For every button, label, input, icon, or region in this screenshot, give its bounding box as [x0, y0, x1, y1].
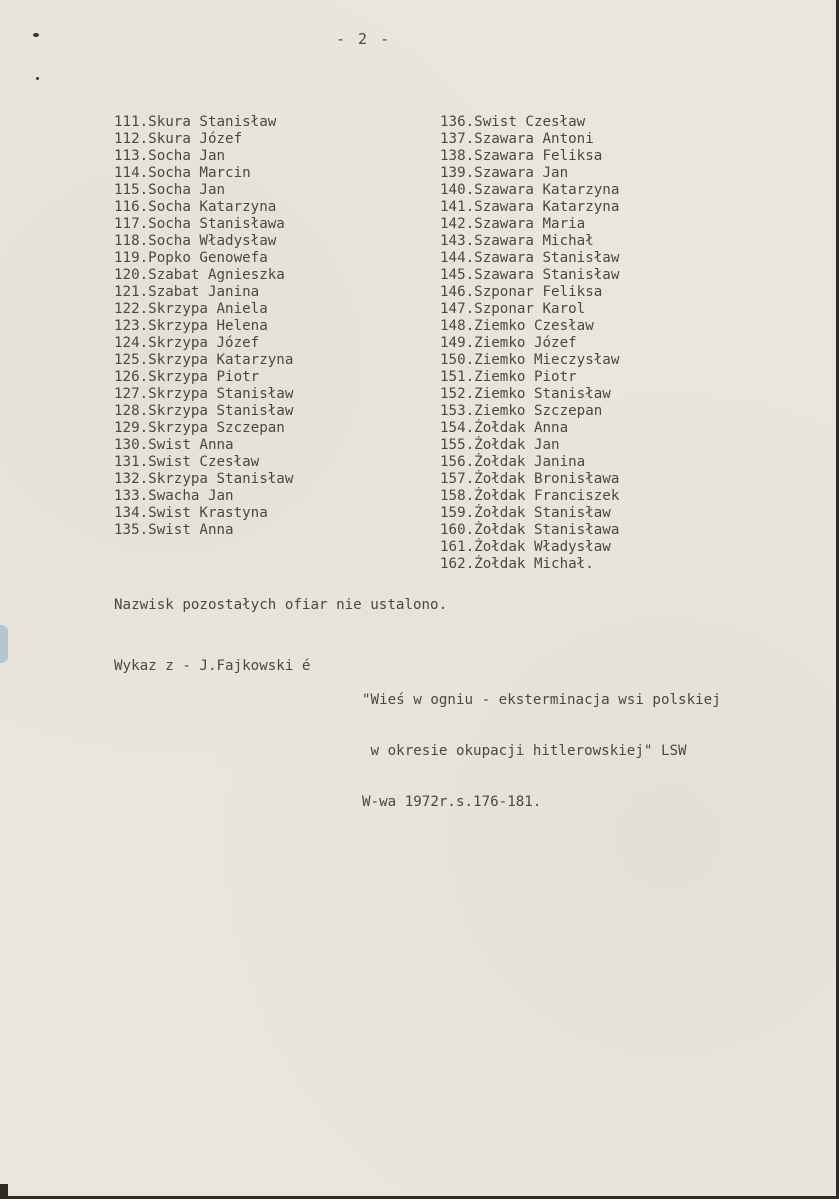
list-item: 111.Skura Stanisław [114, 114, 277, 130]
list-item: 119.Popko Genowefa [114, 250, 268, 266]
list-item: 126.Skrzypa Piotr [114, 369, 260, 385]
list-item: 136.Swist Czesław [440, 114, 586, 130]
list-item: 141.Szawara Katarzyna [440, 199, 620, 215]
list-item: 122.Skrzypa Aniela [114, 301, 268, 317]
list-item: 149.Ziemko Józef [440, 335, 577, 351]
punch-mark-small [36, 77, 39, 80]
list-item: 132.Skrzypa Stanisław [114, 471, 294, 487]
list-item: 139.Szawara Jan [440, 165, 569, 181]
source-citation [362, 658, 721, 845]
list-item: 129.Skrzypa Szczepan [114, 420, 285, 436]
list-item: 133.Swacha Jan [114, 488, 234, 504]
list-item: 162.Żołdak Michał. [440, 556, 594, 572]
punch-mark-top [33, 33, 39, 37]
list-item: 124.Skrzypa Józef [114, 335, 260, 351]
list-item: 153.Ziemko Szczepan [440, 403, 603, 419]
list-item: 142.Szawara Maria [440, 216, 586, 232]
list-item: 120.Szabat Agnieszka [114, 267, 285, 283]
list-item: 125.Skrzypa Katarzyna [114, 352, 294, 368]
ink-stain [0, 625, 8, 663]
list-item: 118.Socha Władysław [114, 233, 277, 249]
list-item: 114.Socha Marcin [114, 165, 251, 181]
list-item: 148.Ziemko Czesław [440, 318, 594, 334]
source-line: W-wa 1972r.s.176-181. [362, 794, 542, 810]
list-item: 127.Skrzypa Stanisław [114, 386, 294, 402]
page-number: - 2 - [336, 30, 392, 48]
list-item: 115.Socha Jan [114, 182, 226, 198]
list-item: 146.Szponar Feliksa [440, 284, 603, 300]
source-line: w okresie okupacji hitlerowskiej" LSW [362, 743, 687, 759]
list-item: 154.Żołdak Anna [440, 420, 569, 436]
list-item: 128.Skrzypa Stanisław [114, 403, 294, 419]
list-item: 116.Socha Katarzyna [114, 199, 277, 215]
list-item: 121.Szabat Janina [114, 284, 260, 300]
list-item: 158.Żołdak Franciszek [440, 488, 620, 504]
list-item: 157.Żołdak Bronisława [440, 471, 620, 487]
list-item: 131.Swist Czesław [114, 454, 260, 470]
list-item: 143.Szawara Michał [440, 233, 594, 249]
page-corner [0, 1184, 8, 1196]
list-item: 135.Swist Anna [114, 522, 234, 538]
source-prefix: Wykaz z - J.Fajkowski é [114, 658, 311, 674]
list-item: 159.Żołdak Stanisław [440, 505, 611, 521]
source-line: "Wieś w ogniu - eksterminacja wsi polskiej [362, 692, 721, 708]
list-item: 137.Szawara Antoni [440, 131, 594, 147]
list-item: 144.Szawara Stanisław [440, 250, 620, 266]
list-item: 160.Żołdak Stanisława [440, 522, 620, 538]
list-item: 151.Ziemko Piotr [440, 369, 577, 385]
list-item: 161.Żołdak Władysław [440, 539, 611, 555]
list-item: 156.Żołdak Janina [440, 454, 586, 470]
unidentified-victims-note: Nazwisk pozostałych ofiar nie ustalono. [114, 597, 448, 613]
list-item: 117.Socha Stanisława [114, 216, 285, 232]
list-item: 123.Skrzypa Helena [114, 318, 268, 334]
list-item: 152.Ziemko Stanisław [440, 386, 611, 402]
list-item: 145.Szawara Stanisław [440, 267, 620, 283]
list-item: 113.Socha Jan [114, 148, 226, 164]
list-item: 155.Żołdak Jan [440, 437, 560, 453]
list-item: 150.Ziemko Mieczysław [440, 352, 620, 368]
list-item: 130.Swist Anna [114, 437, 234, 453]
list-item: 138.Szawara Feliksa [440, 148, 603, 164]
victims-list-right [440, 114, 619, 573]
list-item: 147.Szponar Karol [440, 301, 586, 317]
list-item: 112.Skura Józef [114, 131, 243, 147]
list-item: 134.Swist Krastyna [114, 505, 268, 521]
victims-list-left [114, 114, 293, 539]
list-item: 140.Szawara Katarzyna [440, 182, 620, 198]
